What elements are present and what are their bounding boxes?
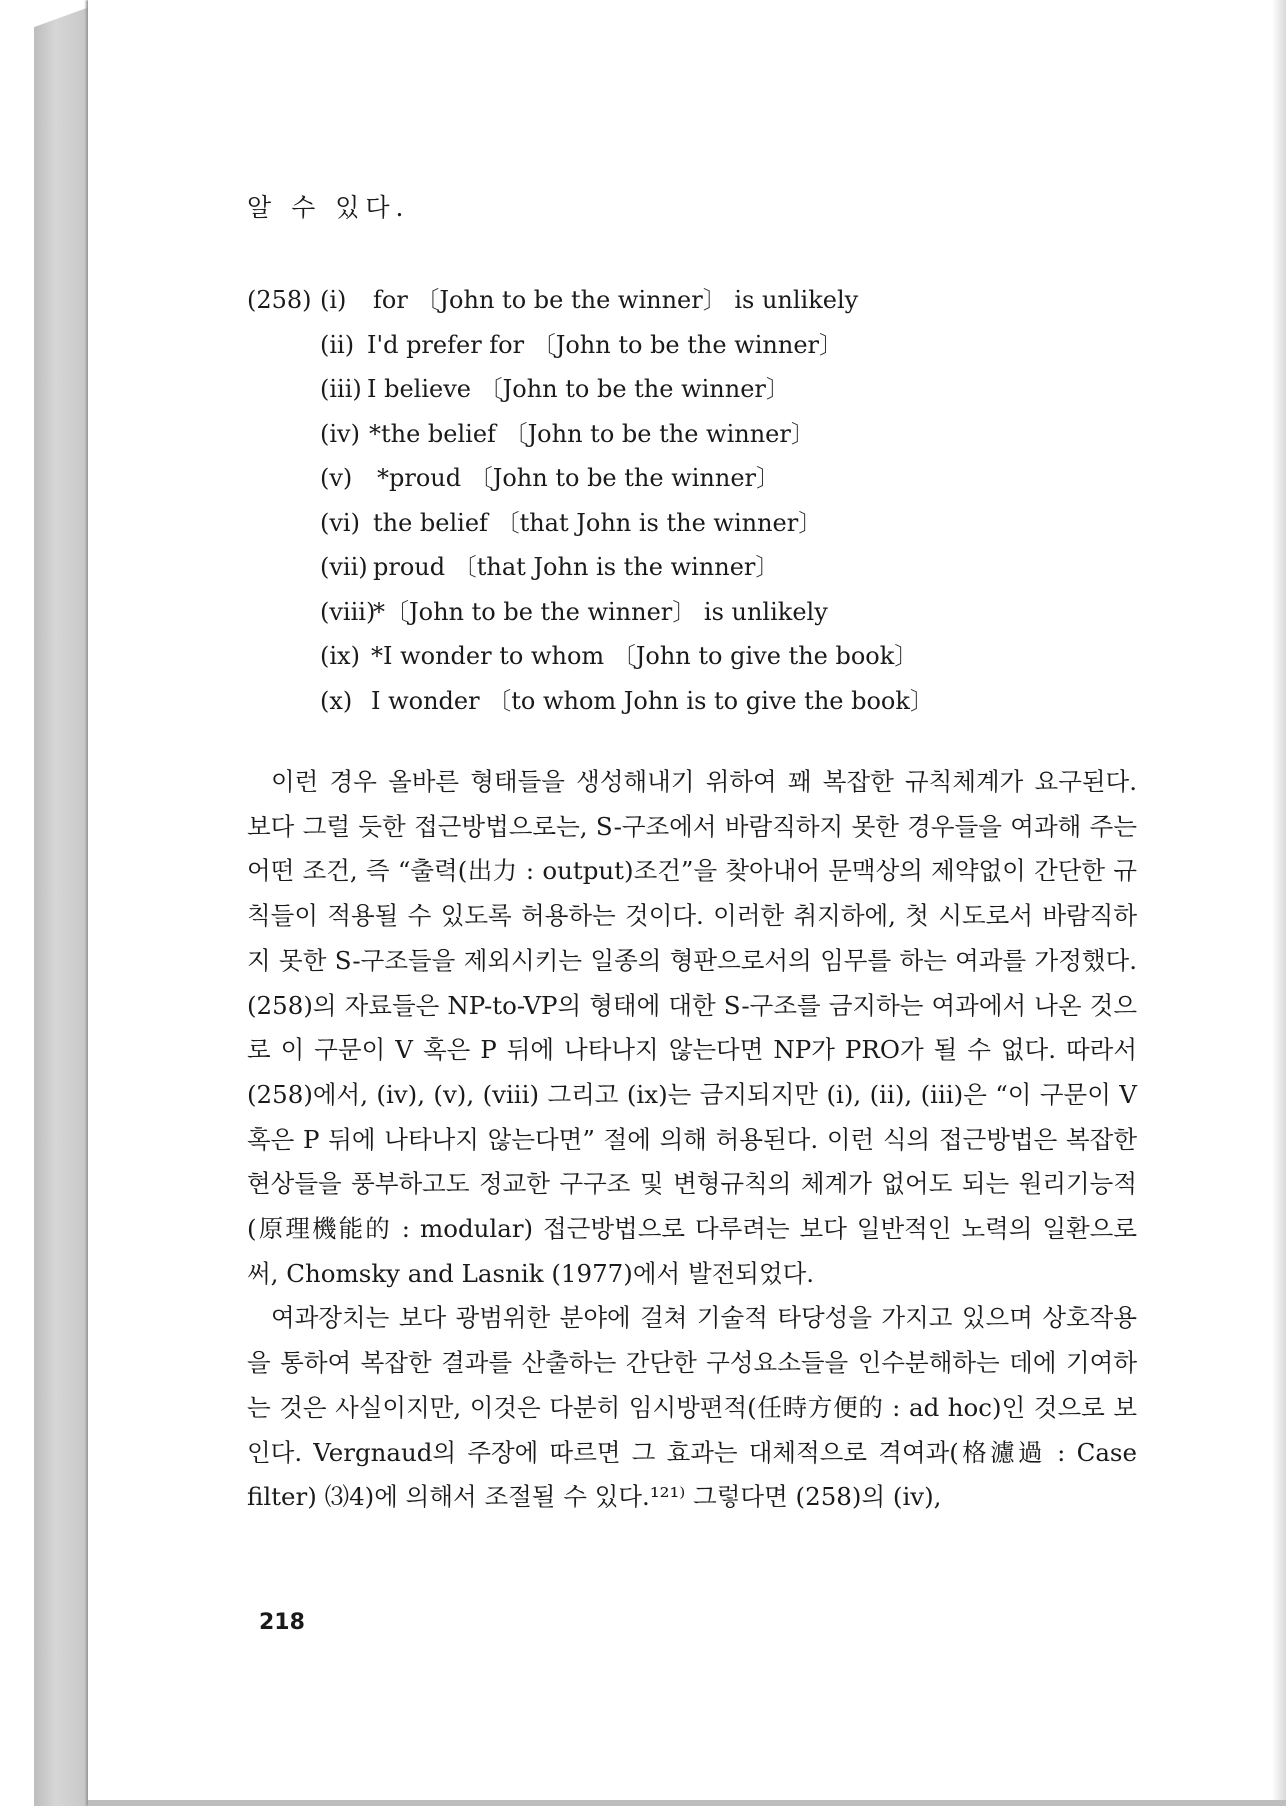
example-text: I believe 〔John to be the winner〕 [367, 375, 790, 403]
example-roman: (vi) [320, 508, 360, 537]
example-text: *〔John to be the winner〕 is unlikely [373, 597, 828, 626]
example-row [247, 501, 1137, 545]
example-text: the belief 〔that John is the winner〕 [373, 508, 823, 537]
example-text: *I wonder to whom 〔John to give the book〕 [371, 642, 919, 670]
body-text [247, 760, 1137, 1520]
example-text: I'd prefer for 〔John to be the winner〕 [367, 330, 844, 359]
example-text: *the belief 〔John to be the winner〕 [369, 419, 815, 448]
intro-line: 알 수 있다. [247, 193, 410, 222]
example-row [247, 679, 1137, 723]
example-roman: (iii) [320, 375, 362, 403]
spine-top-corner [34, 0, 88, 40]
page-number: 218 [259, 1610, 305, 1635]
example-row [247, 456, 1137, 500]
example-text: for 〔John to be the winner〕 is unlikely [373, 286, 859, 314]
example-roman: (viii) [320, 597, 376, 626]
book-spine [34, 0, 88, 1806]
example-roman: (vii) [320, 553, 368, 581]
example-roman: (ii) [320, 330, 355, 359]
example-text: proud 〔that John is the winner〕 [373, 553, 780, 581]
example-roman: (v) [320, 464, 353, 492]
example-text: *proud 〔John to be the winner〕 [377, 464, 781, 492]
example-row [247, 412, 1137, 456]
example-roman: (x) [320, 686, 353, 715]
example-row [247, 634, 1137, 678]
example-roman: (ix) [320, 642, 360, 670]
example-number: (258) [247, 286, 312, 314]
paragraph: 이런 경우 올바른 형태들을 생성해내기 위하여 꽤 복잡한 규칙체계가 요구된다. 보다 그럴 듯한 접근방법으로는, S-구조에서 바람직하지 못한 경우들을 여과해 주는 어떤 조건, 즉 “출력(出力 : output)조건”을 찾아내어 문맥상의 제약없이 간단한 규칙들이 적용될 수 있도록 허용하는 것이다. 이러한 취지하에, 첫 시도로서 바람직하지 못한 S-구조들을 제외시키는 일종의 형판으로서의 임무를 하는 여과를 가정했다. (258)의 자료들은 NP-to-VP의 형태에 대한 S-구조를 금지하는 여과에서 나온 것으로 이 구문이 V 혹은 P 뒤에 나타나지 않는다면 NP가 PRO가 될 수 없다. 따라서 (258)에서, (iv), (v), (viii) 그리고 (ix)는 금지되지만 (i), (ii), (iii)은 “이 구문이 V 혹은 P 뒤에 나타나지 않는다면” 절에 의해 허용된다. 이런 식의 접근방법은 복잡한 현상들을 풍부하고도 정교한 구구조 및 변형규칙의 체계가 없어도 되는 원리기능적(原理機能的 : modular) 접근방법으로 다루려는 보다 일반적인 노력의 일환으로써, Chomsky and Lasnik (1977)에서 발전되었다. [247, 767, 1137, 1288]
example-row [247, 278, 1137, 322]
example-row [247, 323, 1137, 367]
paragraph: 여과장치는 보다 광범위한 분야에 걸쳐 기술적 타당성을 가지고 있으며 상호작용을 통하여 복잡한 결과를 산출하는 간단한 구성요소들을 인수분해하는 데에 기여하는 것은 사실이지만, 이것은 다분히 임시방편적(任時方便的 : ad hoc)인 것으로 보인다. Vergnaud의 주장에 따르면 그 효과는 대체적으로 격여과(格濾過 : Case filter) ⑶4)에 의해서 조절될 수 있다.¹²¹⁾ 그렇다면 (258)의 (iv), [247, 1303, 1137, 1512]
example-roman: (i) [320, 286, 347, 314]
example-roman: (iv) [320, 419, 360, 448]
page-edge-right [1272, 0, 1286, 1806]
example-text: I wonder 〔to whom John is to give the book〕 [371, 686, 934, 715]
page-edge-bottom [88, 1800, 1286, 1806]
example-row [247, 590, 1137, 634]
example-row [247, 545, 1137, 589]
example-row [247, 367, 1137, 411]
